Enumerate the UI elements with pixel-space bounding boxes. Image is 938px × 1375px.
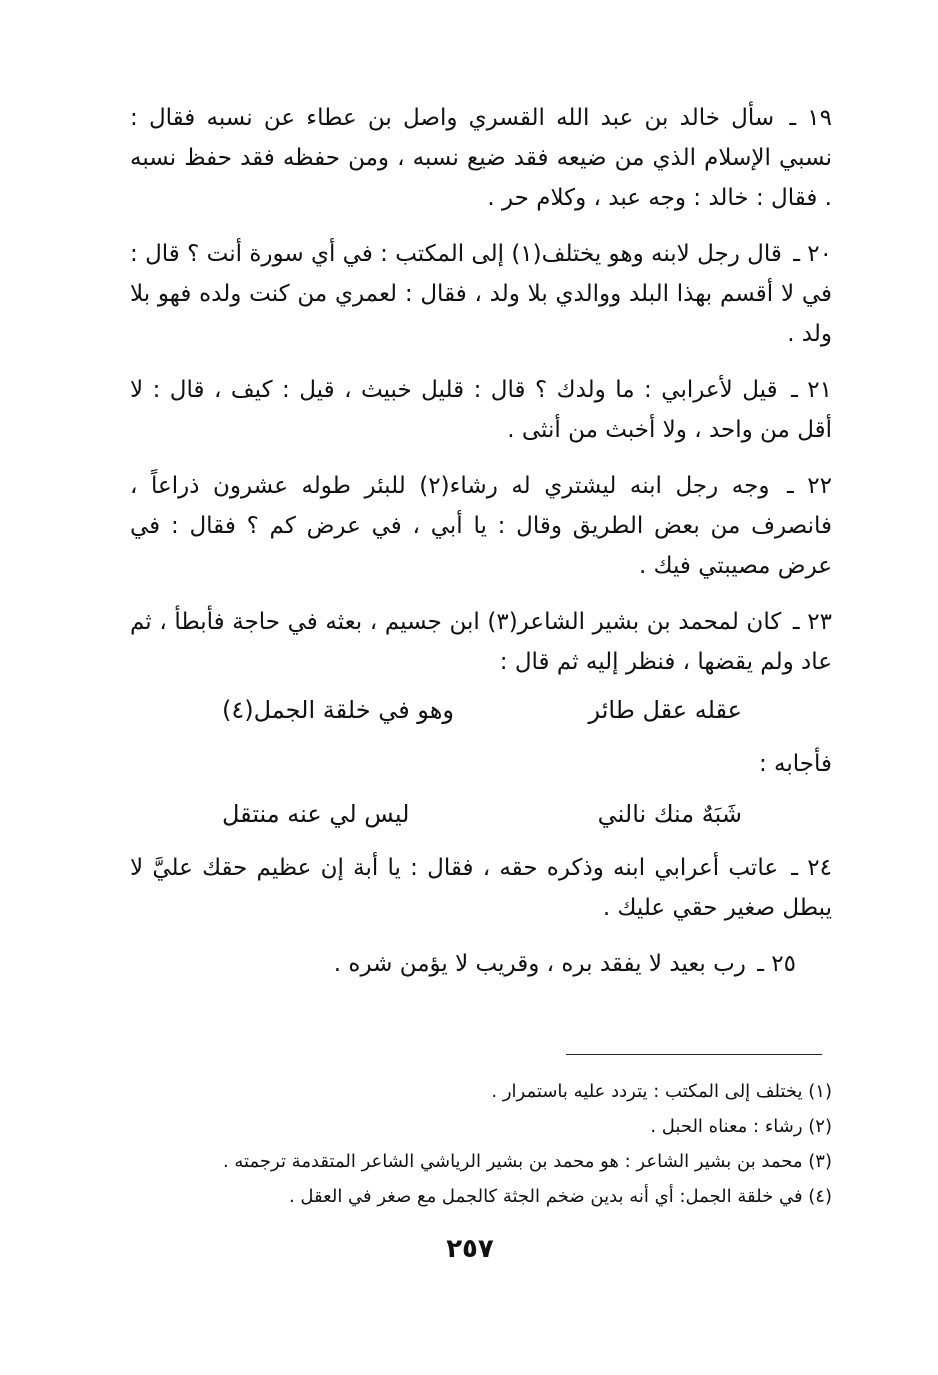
verse-first-hemistich: عقله عقل طائر [588, 696, 742, 724]
verse-second-hemistich: ليس لي عنه منتقل [222, 800, 410, 828]
paragraph-number: ٢٤ ـ [791, 855, 832, 881]
paragraph-19 [130, 98, 832, 218]
paragraph-23 [130, 602, 832, 682]
footnote-separator [566, 1054, 822, 1055]
paragraph-text: سأل خالد بن عبد الله القسري واصل بن عطاء عن نسبه فقال : نسبي الإسلام الذي من ضيعه فقد ضيع نسبه ، ومن حفظه فقد حفظ نسبه . فقال : خالد : وجه عبد ، وكلام حر . [130, 105, 832, 211]
paragraph-number: ٢٢ ـ [786, 473, 832, 499]
paragraph-22 [130, 466, 832, 586]
paragraph-number: ٢٥ ـ [757, 951, 796, 977]
paragraph-24 [130, 848, 832, 928]
paragraph-text: وجه رجل ابنه ليشتري له رشاء(٢) للبئر طوله عشرون ذراعاً ، فانصرف من بعض الطريق وقال : يا أبي ، في عرض كم ؟ فقال : في عرض مصيبتي فيك . [130, 473, 832, 579]
footnote-3: (٣) محمد بن بشير الشاعر : هو محمد بن بشير الرياشي الشاعر المتقدمة ترجمته . [222, 1151, 832, 1172]
footnote-4: (٤) في خلقة الجمل: أي أنه بدين ضخم الجثة كالجمل مع صغر في العقل . [288, 1186, 832, 1207]
paragraph-number: ١٩ ـ [789, 105, 832, 131]
page-number: ٢٥٧ [446, 1234, 494, 1264]
footnote-2: (٢) رشاء : معناه الحبل . [650, 1116, 832, 1137]
paragraph-number: ٢٠ ـ [793, 241, 832, 267]
paragraph-number: ٢٣ ـ [792, 609, 832, 635]
poem-verse-1 [222, 688, 742, 732]
footnote-1: (١) يختلف إلى المكتب : يتردد عليه باستمرار . [491, 1081, 832, 1102]
paragraph-20 [130, 234, 832, 354]
poem-verse-2 [222, 792, 742, 836]
paragraph-number: ٢١ ـ [791, 377, 833, 403]
verse-second-hemistich: وهو في خلقة الجمل(٤) [222, 696, 454, 724]
answer-label: فأجابه : [758, 751, 832, 777]
footnotes [180, 1074, 832, 1214]
paragraph-text: قال رجل لابنه وهو يختلف(١) إلى المكتب : في أي سورة أنت ؟ قال : في لا أقسم بهذا البلد ووالدي بلا ولد ، فقال : لعمري من كنت ولده فهو بلا ولد . [130, 241, 832, 347]
paragraph-25 [130, 944, 832, 984]
verse-first-hemistich: شَبَهٌ منك نالني [597, 800, 742, 828]
paragraph-21 [130, 370, 832, 450]
paragraph-text: كان لمحمد بن بشير الشاعر(٣) ابن جسيم ، بعثه في حاجة فأبطأ ، ثم عاد ولم يقضها ، فنظر إليه ثم قال : [130, 609, 832, 675]
paragraph-text: عاتب أعرابي ابنه وذكره حقه ، فقال : يا أبة إن عظيم حقك عليَّ لا يبطل صغير حقي عليك . [130, 855, 832, 921]
main-text [130, 98, 832, 1000]
paragraph-text: رب بعيد لا يفقد بره ، وقريب لا يؤمن شره . [333, 951, 746, 977]
paragraph-text: قيل لأعرابي : ما ولدك ؟ قال : قليل خبيث ، قيل : كيف ، قال : لا أقل من واحد ، ولا أخبث من أنثى . [130, 377, 832, 443]
